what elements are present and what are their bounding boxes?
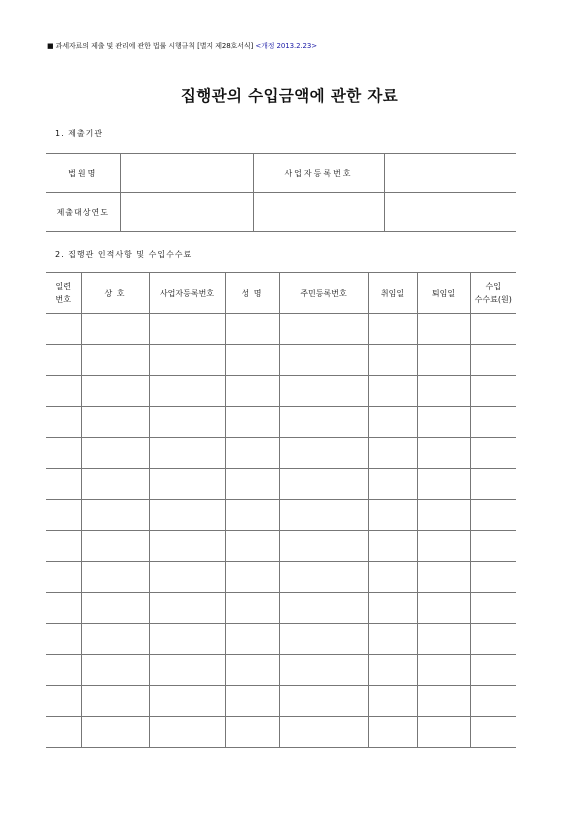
cell-trade-name[interactable] xyxy=(81,469,149,500)
cell-resident-reg[interactable] xyxy=(279,686,368,717)
cell-resident-reg[interactable] xyxy=(279,469,368,500)
cell-retirement[interactable] xyxy=(417,562,470,593)
cell-fee[interactable] xyxy=(470,655,516,686)
cell-fee[interactable] xyxy=(470,376,516,407)
cell-resident-reg[interactable] xyxy=(279,314,368,345)
cell-appointment[interactable] xyxy=(368,531,417,562)
cell-trade-name[interactable] xyxy=(81,345,149,376)
cell-retirement[interactable] xyxy=(417,593,470,624)
business-reg-field[interactable] xyxy=(384,154,516,193)
cell-fee[interactable] xyxy=(470,469,516,500)
cell-fee[interactable] xyxy=(470,717,516,748)
cell-business-reg[interactable] xyxy=(149,438,225,469)
cell-name[interactable] xyxy=(225,407,279,438)
cell-trade-name[interactable] xyxy=(81,717,149,748)
cell-name[interactable] xyxy=(225,593,279,624)
cell-retirement[interactable] xyxy=(417,438,470,469)
cell-business-reg[interactable] xyxy=(149,717,225,748)
cell-trade-name[interactable] xyxy=(81,500,149,531)
cell-retirement[interactable] xyxy=(417,531,470,562)
target-year-label: 제출대상연도 xyxy=(46,193,120,232)
cell-resident-reg[interactable] xyxy=(279,345,368,376)
cell-business-reg[interactable] xyxy=(149,593,225,624)
cell-business-reg[interactable] xyxy=(149,686,225,717)
cell-serial[interactable] xyxy=(46,593,81,624)
cell-retirement[interactable] xyxy=(417,624,470,655)
table-row xyxy=(46,717,516,748)
col-header-serial-line2: 번호 xyxy=(55,295,71,304)
col-header-retirement: 퇴임일 xyxy=(417,273,470,314)
table-row xyxy=(46,469,516,500)
cell-appointment[interactable] xyxy=(368,686,417,717)
cell-appointment[interactable] xyxy=(368,438,417,469)
table-row xyxy=(46,345,516,376)
col-header-serial-line1: 일련 xyxy=(55,282,71,291)
cell-trade-name[interactable] xyxy=(81,624,149,655)
table-row xyxy=(46,624,516,655)
cell-appointment[interactable] xyxy=(368,655,417,686)
court-row xyxy=(46,154,516,193)
cell-retirement[interactable] xyxy=(417,407,470,438)
bailiff-fee-table xyxy=(46,272,516,748)
cell-resident-reg[interactable] xyxy=(279,407,368,438)
cell-appointment[interactable] xyxy=(368,717,417,748)
cell-name[interactable] xyxy=(225,655,279,686)
cell-resident-reg[interactable] xyxy=(279,562,368,593)
cell-name[interactable] xyxy=(225,717,279,748)
cell-fee[interactable] xyxy=(470,593,516,624)
cell-trade-name[interactable] xyxy=(81,686,149,717)
cell-serial[interactable] xyxy=(46,686,81,717)
cell-name[interactable] xyxy=(225,469,279,500)
cell-serial[interactable] xyxy=(46,407,81,438)
bullet-icon: ■ xyxy=(47,42,54,50)
cell-business-reg[interactable] xyxy=(149,345,225,376)
cell-appointment[interactable] xyxy=(368,500,417,531)
target-year-row xyxy=(46,193,516,232)
page-title: 집행관의 수입금액에 관한 자료 xyxy=(180,87,399,105)
cell-serial[interactable] xyxy=(46,345,81,376)
col-header-fee-line1: 수입 xyxy=(485,282,501,291)
revision-note: <개정 2013.2.23> xyxy=(255,42,318,50)
section2-label: 2. 집행관 인적사항 및 수입수수료 xyxy=(55,250,193,259)
cell-name[interactable] xyxy=(225,531,279,562)
col-header-serial xyxy=(46,273,81,314)
cell-appointment[interactable] xyxy=(368,314,417,345)
cell-business-reg[interactable] xyxy=(149,500,225,531)
cell-trade-name[interactable] xyxy=(81,314,149,345)
table-row xyxy=(46,531,516,562)
cell-serial[interactable] xyxy=(46,469,81,500)
cell-serial[interactable] xyxy=(46,562,81,593)
cell-serial[interactable] xyxy=(46,500,81,531)
cell-trade-name[interactable] xyxy=(81,531,149,562)
cell-resident-reg[interactable] xyxy=(279,531,368,562)
cell-retirement[interactable] xyxy=(417,500,470,531)
cell-name[interactable] xyxy=(225,376,279,407)
cell-trade-name[interactable] xyxy=(81,438,149,469)
cell-serial[interactable] xyxy=(46,314,81,345)
cell-fee[interactable] xyxy=(470,314,516,345)
cell-serial[interactable] xyxy=(46,717,81,748)
cell-resident-reg[interactable] xyxy=(279,624,368,655)
cell-trade-name[interactable] xyxy=(81,407,149,438)
cell-resident-reg[interactable] xyxy=(279,593,368,624)
cell-business-reg[interactable] xyxy=(149,531,225,562)
col-header-name: 성 명 xyxy=(225,273,279,314)
cell-retirement[interactable] xyxy=(417,314,470,345)
cell-business-reg[interactable] xyxy=(149,469,225,500)
cell-serial[interactable] xyxy=(46,438,81,469)
cell-serial[interactable] xyxy=(46,655,81,686)
cell-name[interactable] xyxy=(225,686,279,717)
col-header-fee-line2: 수수료(원) xyxy=(474,295,512,304)
cell-name[interactable] xyxy=(225,624,279,655)
table-row xyxy=(46,438,516,469)
table-row xyxy=(46,593,516,624)
table-row xyxy=(46,562,516,593)
cell-business-reg[interactable] xyxy=(149,624,225,655)
cell-resident-reg[interactable] xyxy=(279,376,368,407)
table-row xyxy=(46,500,516,531)
cell-trade-name[interactable] xyxy=(81,655,149,686)
cell-resident-reg[interactable] xyxy=(279,500,368,531)
col-header-appointment: 취임일 xyxy=(368,273,417,314)
cell-name[interactable] xyxy=(225,500,279,531)
cell-appointment[interactable] xyxy=(368,562,417,593)
cell-business-reg[interactable] xyxy=(149,407,225,438)
cell-resident-reg[interactable] xyxy=(279,655,368,686)
form-reference-text: 과세자료의 제출 및 관리에 관한 법률 시행규칙 [별지 제28호서식] xyxy=(55,42,254,50)
cell-retirement[interactable] xyxy=(417,686,470,717)
cell-fee[interactable] xyxy=(470,345,516,376)
cell-business-reg[interactable] xyxy=(149,314,225,345)
cell-resident-reg[interactable] xyxy=(279,438,368,469)
col-header-trade-name: 상 호 xyxy=(81,273,149,314)
cell-name[interactable] xyxy=(225,345,279,376)
submitting-agency-table xyxy=(46,153,516,232)
table-row xyxy=(46,314,516,345)
cell-business-reg[interactable] xyxy=(149,376,225,407)
col-header-business-reg: 사업자등록번호 xyxy=(149,273,225,314)
cell-retirement[interactable] xyxy=(417,655,470,686)
court-name-label: 법원명 xyxy=(46,154,120,193)
court-name-field[interactable] xyxy=(120,154,253,193)
table-row xyxy=(46,655,516,686)
table-header-row xyxy=(46,273,516,314)
cell-business-reg[interactable] xyxy=(149,562,225,593)
cell-serial[interactable] xyxy=(46,531,81,562)
cell-appointment[interactable] xyxy=(368,407,417,438)
cell-trade-name[interactable] xyxy=(81,562,149,593)
business-reg-label: 사업자등록번호 xyxy=(253,154,384,193)
cell-serial[interactable] xyxy=(46,376,81,407)
target-year-field[interactable] xyxy=(120,193,253,232)
cell-retirement[interactable] xyxy=(417,717,470,748)
col-header-fee xyxy=(470,273,516,314)
empty-cell[interactable] xyxy=(384,193,516,232)
cell-fee[interactable] xyxy=(470,531,516,562)
cell-fee[interactable] xyxy=(470,500,516,531)
cell-appointment[interactable] xyxy=(368,624,417,655)
cell-name[interactable] xyxy=(225,314,279,345)
cell-fee[interactable] xyxy=(470,562,516,593)
cell-name[interactable] xyxy=(225,438,279,469)
cell-appointment[interactable] xyxy=(368,469,417,500)
table-row xyxy=(46,407,516,438)
cell-fee[interactable] xyxy=(470,407,516,438)
cell-appointment[interactable] xyxy=(368,345,417,376)
form-reference-note xyxy=(47,41,317,51)
cell-business-reg[interactable] xyxy=(149,655,225,686)
cell-retirement[interactable] xyxy=(417,376,470,407)
cell-resident-reg[interactable] xyxy=(279,717,368,748)
cell-serial[interactable] xyxy=(46,624,81,655)
cell-trade-name[interactable] xyxy=(81,593,149,624)
cell-name[interactable] xyxy=(225,562,279,593)
cell-fee[interactable] xyxy=(470,438,516,469)
section1-label: 1. 제출기관 xyxy=(55,129,104,138)
cell-retirement[interactable] xyxy=(417,345,470,376)
table-row xyxy=(46,686,516,717)
cell-trade-name[interactable] xyxy=(81,376,149,407)
empty-cell[interactable] xyxy=(253,193,384,232)
cell-appointment[interactable] xyxy=(368,376,417,407)
col-header-resident-reg: 주민등록번호 xyxy=(279,273,368,314)
cell-retirement[interactable] xyxy=(417,469,470,500)
table-row xyxy=(46,376,516,407)
cell-fee[interactable] xyxy=(470,624,516,655)
cell-appointment[interactable] xyxy=(368,593,417,624)
cell-fee[interactable] xyxy=(470,686,516,717)
